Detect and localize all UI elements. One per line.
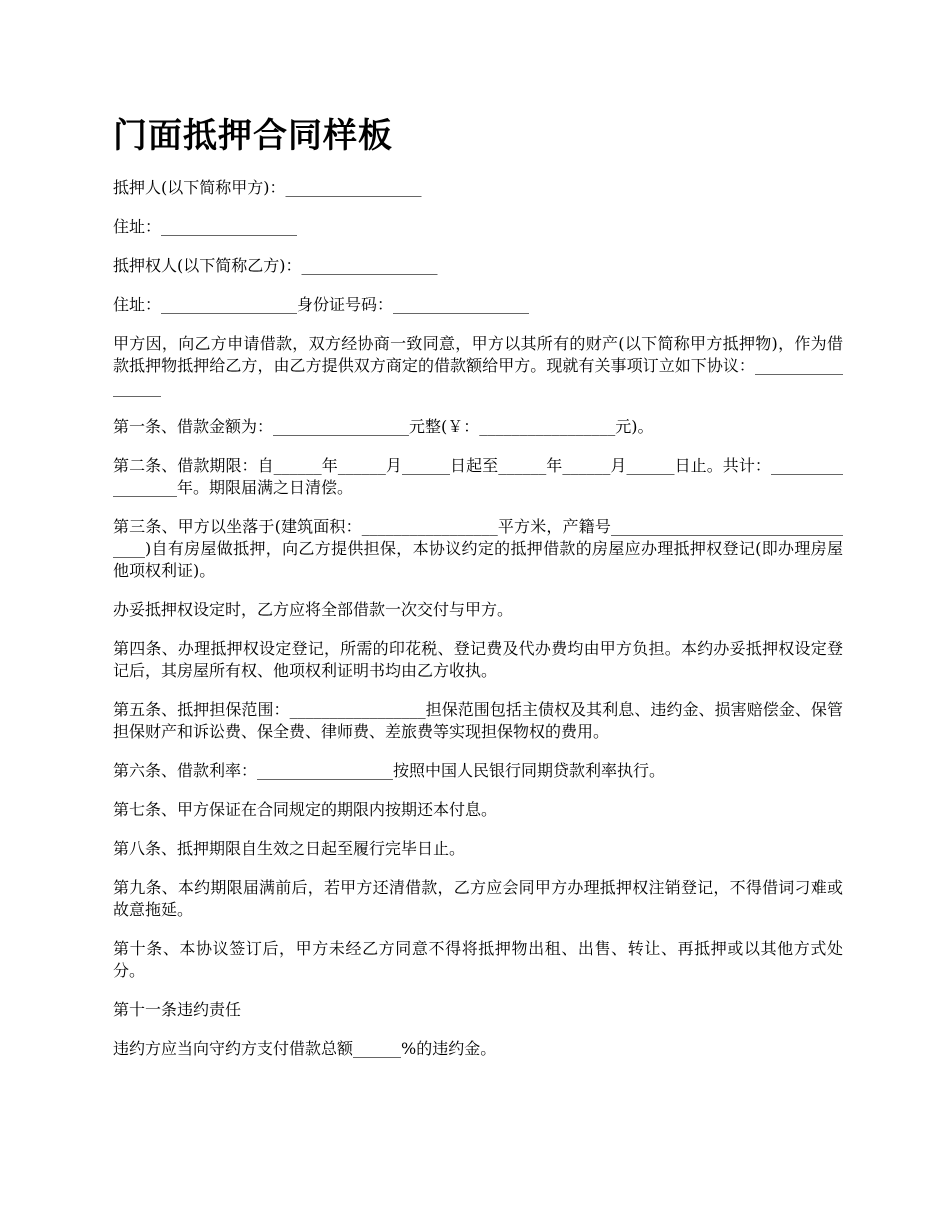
article-2-loan-term: 第二条、借款期限：自______年______月______日起至______年______月______日止。共计：_________________年。期限届满之日清偿。 bbox=[113, 456, 843, 497]
article-9-cancellation: 第九条、本约期限届满前后，若甲方还清借款，乙方应会同甲方办理抵押权注销登记，不得借词刁难或故意拖延。 bbox=[113, 878, 843, 919]
article-1-loan-amount: 第一条、借款金额为：_________________元整(￥：_________________元)。 bbox=[113, 417, 654, 436]
pledgor-address-line: 住址：_________________ bbox=[113, 217, 298, 236]
pledgee-address-id-line: 住址：_________________身份证号码：_________________ bbox=[113, 295, 530, 314]
article-8-term: 第八条、抵押期限自生效之日起至履行完毕日止。 bbox=[113, 839, 466, 858]
article-6-interest-rate: 第六条、借款利率：_________________按照中国人民银行同期贷款利率执行。 bbox=[113, 761, 666, 780]
document-title: 门面抵押合同样板 bbox=[113, 116, 393, 156]
pledgee-line: 抵押权人(以下简称乙方)：_________________ bbox=[113, 256, 438, 275]
delivery-paragraph: 办妥抵押权设定时，乙方应将全部借款一次交付与甲方。 bbox=[113, 600, 514, 619]
penalty-paragraph: 违约方应当向守约方支付借款总额______%的违约金。 bbox=[113, 1039, 497, 1058]
article-5-scope: 第五条、抵押担保范围：_________________担保范围包括主债权及其利息、违约金、损害赔偿金、保管担保财产和诉讼费、保全费、律师费、差旅费等实现担保物权的费用。 bbox=[113, 700, 843, 741]
pledgor-line: 抵押人(以下简称甲方)：_________________ bbox=[113, 178, 422, 197]
article-3-collateral: 第三条、甲方以坐落于(建筑面积：_________________平方米，产籍号_________________________________)自有房屋做抵押，向乙方提供担保，本协议约定的抵押借款的房屋应办理抵押权登记(即办理房屋他项权利证)。 bbox=[113, 517, 843, 580]
document-page bbox=[113, 112, 843, 1077]
preamble-paragraph: 甲方因，向乙方申请借款，双方经协商一致同意，甲方以其所有的财产(以下简称甲方抵押物)，作为借款抵押物抵押给乙方，由乙方提供双方商定的借款额给甲方。现就有关事项订立如下协议：_________________ bbox=[113, 334, 843, 397]
article-7-repayment: 第七条、甲方保证在合同规定的期限内按期还本付息。 bbox=[113, 800, 498, 819]
article-4-registration: 第四条、办理抵押权设定登记，所需的印花税、登记费及代办费均由甲方负担。本约办妥抵押权设定登记后，其房屋所有权、他项权利证明书均由乙方收执。 bbox=[113, 639, 843, 680]
article-10-disposal: 第十条、本协议签订后，甲方未经乙方同意不得将抵押物出租、出售、转让、再抵押或以其他方式处分。 bbox=[113, 939, 843, 980]
article-11-heading: 第十一条违约责任 bbox=[113, 1000, 242, 1019]
